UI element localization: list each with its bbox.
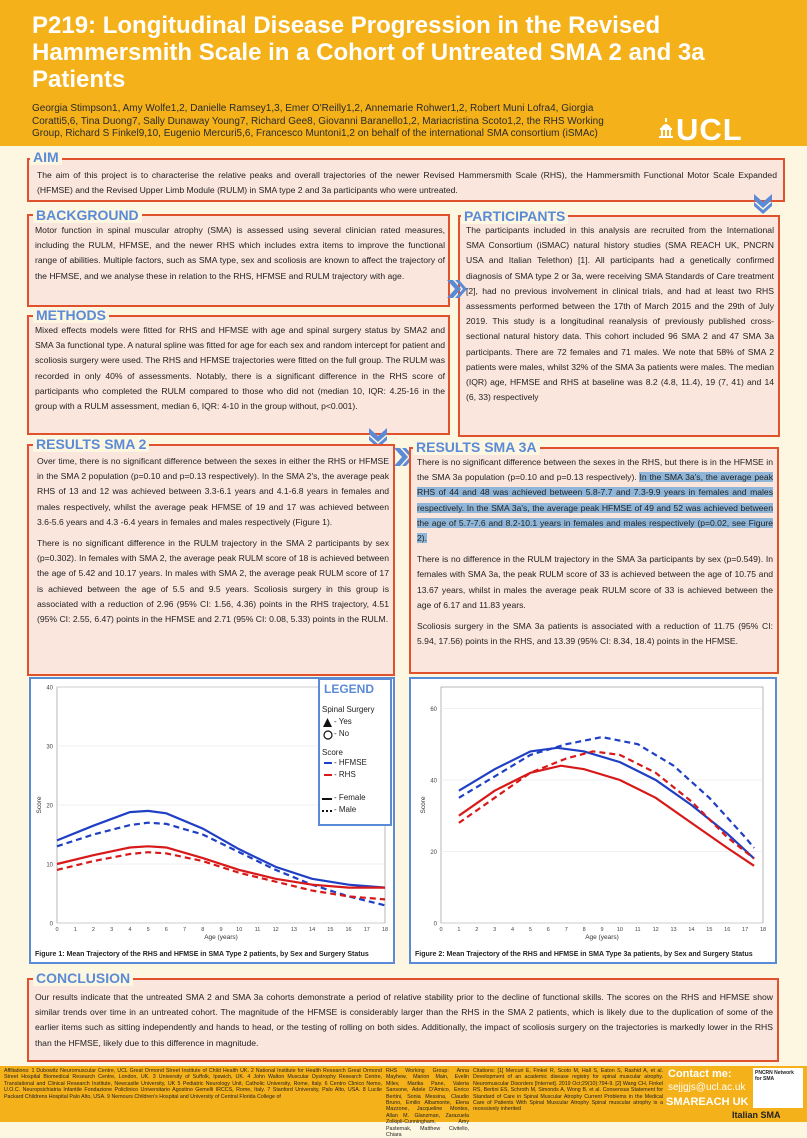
x-tick-label: 13	[290, 927, 297, 933]
header-banner	[0, 0, 807, 146]
results-sma3a-p2: There is no difference in the RULM trajectory in the SMA 3a participants by sex (p=0.549). In females with SMA 3a, the peak RULM score of 33 is achieved between the age of 10.75 and 13.67 years, whilst in males the average peak RULM score of 33 is achieved between the age of 6.17 and 11.83 years.	[417, 554, 773, 610]
figure2-chart	[411, 679, 775, 945]
methods-heading: METHODS	[33, 308, 109, 323]
participants-heading: PARTICIPANTS	[461, 209, 568, 224]
y-axis-label: Score	[36, 796, 43, 814]
aim-heading: AIM	[30, 150, 62, 165]
y-tick-label: 60	[430, 706, 437, 713]
italian-sma-logo: Italian SMA	[732, 1110, 781, 1120]
x-tick-label: 3	[110, 927, 114, 933]
background-text: Motor function in spinal muscular atrophy (SMA) is assessed using several clinician rated measures, including the RULM, HFMSE, and the newer RHS which includes extra items to improve the functional range of abilities. Multiple factors, such as SMA type, sex and scoliosis are known to affect the trajectory of the HFMSE, and we analyse these in relation to the RHS, HFMSE and RULM trajectory with age.	[35, 225, 445, 281]
x-tick-label: 12	[652, 927, 659, 933]
x-tick-label: 10	[616, 927, 623, 933]
y-tick-label: 10	[46, 862, 53, 869]
results-sma2-p1: Over time, there is no significant difference between the sexes in either the RHS or HFMSE in the SMA 2 population (p=0.10 and p=0.13 respectively). In the SMA 2's, the average peak RHS of 13 and 12 was achieved between 3.3-6.1 years and 4.1-6.8 years in females and males respectively, whilst the average peak HFMSE of 19 and 17 was achieved between 3.6-5.6 years and 4.3 -6.4 years in females and males respectively (Figure 1).	[37, 456, 389, 527]
x-tick-label: 2	[475, 927, 479, 933]
x-tick-label: 11	[254, 927, 261, 933]
background-heading: BACKGROUND	[33, 208, 142, 223]
results-sma2-p2: There is no significant difference in the RULM trajectory in the SMA 2 participants by sex (p=0.302). In females with SMA 2, the average peak RULM score of 18 is achieved between the age of 5.42 and 10.17 years. In males with SMA 2, the average peak RULM score of 17 is achieved between the age of 5.5 and 9.5 years. Scoliosis surgery in this group is associated with a reduction of 2.96 (95% CI: 1.56, 4.36) points in the RHS trajectory, 4.51 (95% CI: 2.55, 6.47) points in the HFMSE and 2.71 (95% CI: 0.08, 5.33) points in the RULM.	[37, 538, 389, 625]
x-tick-label: 17	[363, 927, 370, 933]
conclusion-text: Our results indicate that the untreated SMA 2 and SMA 3a cohorts demonstrate a period of relative stability prior to the decline of functional skills. The scores on the RHS and HFMSE show similar trends over time in an untreated cohort. The magnitude of the HFMSE is considerably larger than the RHS in the SMA 2 patients, which is likely due to the duplication of some of the earlier items such as sitting independently and hands to head, or the testing of rolling on both sides. Additionally, the impact of scoliosis surgery on the trajectories is markedly lower in the RHS than the HFMSE, likely due to this difference in magnitude.	[35, 992, 773, 1048]
y-tick-label: 30	[46, 744, 53, 751]
aim-text: The aim of this project is to characterise the relative peaks and overall trajectories of the newer Revised Hammersmith Scale (RHS), the Hammersmith Functional Motor Scale Expanded (HFMSE) and the Revised Upper Limb Module (RULM) in SMA type 2 and 3a participants who were untreated.	[37, 170, 777, 196]
footer-affiliations: Affiliations: 1 Dubowitz Neuromuscular Centre, UCL Great Ormond Street Institute of Child Health UK. 2 National Institute for Health Research Great Ormond Street Hospital Biomedical Research Centre, London, UK. 3 University of Suffolk, Ipswich, UK. 4 John Walton Muscular Dystrophy Research Centre, Translational and Clinical Research Institute, Newcastle University, UK 5 Pediatric Neurology Unit, Catholic University, Rome, Italy. 6 Centro Clinico Nemo, U.O.C. Neuropsichiatria Infantile Fondazione Policlinico Universitario Agostino Gemelli IRCCS, Rome, Italy. 7 Stanford University, Palo Alto, USA. 8 Lucile Packard Childrens Hospital Palo Alto, USA. 9 Nemours Children's Hospital and University of Central Florida College of	[4, 1068, 382, 1100]
x-tick-label: 14	[688, 927, 695, 933]
x-tick-label: 6	[546, 927, 550, 933]
legend-yes: - Yes	[334, 717, 352, 726]
contact-label: Contact me:	[668, 1068, 732, 1080]
x-tick-label: 8	[582, 927, 586, 933]
methods-text: Mixed effects models were fitted for RHS and HFMSE with age and spinal surgery status by SMA2 and SMA 3a functional type. A natural spline was fitted for age for each sex and random intercept for patient and scoliosis surgery were used. The RHS and HFMSE trajectories were fitted on the full group. The RULM was recorded in only 40% of assessments. Notably, there is a significant difference in the RHS score of participants who completed the RULM compared to those who did not (median 10, IQR: 4.25-16 in the group with a RULM assessment, median 6, IQR: 4-10 in the group without, p<0.001).	[35, 325, 445, 412]
x-tick-label: 7	[183, 927, 187, 933]
hfmse-swatch	[324, 762, 332, 765]
x-tick-label: 15	[327, 927, 334, 933]
legend-no: - No	[334, 729, 350, 738]
x-tick-label: 4	[128, 927, 132, 933]
y-tick-label: 40	[46, 685, 53, 692]
x-tick-label: 16	[345, 927, 352, 933]
results-sma2-box	[27, 444, 395, 676]
x-tick-label: 14	[309, 927, 316, 933]
rhs-swatch	[324, 774, 332, 777]
results-sma3a-heading: RESULTS SMA 3A	[413, 440, 540, 455]
legend-surgery-label: Spinal Surgery	[322, 705, 375, 714]
legend-box	[318, 678, 392, 826]
x-tick-label: 0	[439, 927, 443, 933]
results-sma3a-p3: Scoliosis surgery in the SMA 3a patients is associated with a reduction of 11.75 (95% CI: 5.94, 17.56) points in the RHS, and 13.39 (95% CI: 8.34, 18.4) points in the HFMSE.	[417, 621, 773, 647]
y-tick-label: 20	[46, 803, 53, 810]
x-tick-label: 12	[272, 927, 279, 933]
circle-icon	[323, 730, 333, 740]
x-tick-label: 1	[73, 927, 77, 933]
triangle-icon	[323, 718, 332, 727]
ucl-logo: UCL	[676, 112, 743, 147]
x-tick-label: 0	[55, 927, 59, 933]
y-axis-label: Score	[420, 796, 427, 814]
results-sma2-heading: RESULTS SMA 2	[33, 437, 149, 452]
x-axis-label: Age (years)	[585, 934, 619, 941]
participants-text: The participants included in this analysis are recruited from the International SMA Consortium (iSMAC) natural history studies (SMA REACH UK, PNCRN USA and Italian Telethon) [1]. All participants had a genetically confirmed diagnosis of SMA type 2 or 3a, were receiving SMA Standards of Care treatment [2], had no previous involvement in clinical trials, and had at least two RHS assessments performed between the 17th of March 2015 and the 29th of July 2019. This study is a longitudinal reanalysis of previously published cross-sectional natural history data. This cohort included 96 SMA 2 and 47 SMA 3a participants. There are 72 females and 71 males. We note that 58% of SMA 2 patients were males, whilst 32% of the SMA 3a patients were males. The median (IQR) age, HFMSE and RHS at baseline was 8.2 (4.8, 11.4), 19 (7, 41) and 14 (6, 33) respectively	[466, 225, 774, 403]
x-tick-label: 17	[742, 927, 749, 933]
footer-citations: Citations: [1] Mercuri E, Finkel R, Scoto M, Hall S, Eaton S, Rashid A, et al. Development of an academic disease registry for spinal muscular atrophy. Neuromuscular Disorders [Internet]. 2019 Oct;29(10):794-9. [2] Wang CH, Finkel RS, Bertini ES, Schroth M, Simonds A, Wong B, et al. Consensus Statement for Standard of Care in Spinal Muscular Atrophy Current Problems in the Medical Care of Patients With Spinal Muscular Atrophy Spinal muscular atrophy is a recessively inherited	[473, 1068, 663, 1113]
results-sma2-text	[37, 454, 389, 633]
legend-title: LEGEND	[324, 682, 375, 696]
x-tick-label: 18	[381, 927, 389, 933]
figure1-caption: Figure 1: Mean Trajectory of the RHS and HFMSE in SMA Type 2 patients, by Sex and Surgery Status	[35, 951, 369, 958]
results-sma3a-box	[409, 447, 779, 674]
figure2-caption: Figure 2: Mean Trajectory of the RHS and HFMSE in SMA Type 3a patients, by Sex and Surgery Status	[415, 951, 753, 958]
results-sma3a-highlight: In the SMA 3a's, the average peak RHS of 44 and 48 was achieved between 5.8-7.7 and 7.3-9.9 years in females and males respectively. In the SMA 3a's, the average peak HFMSE of 49 and 52 was achieved between the age of 5.7-7.6 and 8.2-10.1 years in females and males respectively (p=0.02, see Figure 2).	[417, 472, 773, 544]
x-tick-label: 2	[91, 927, 95, 933]
x-tick-label: 11	[634, 927, 641, 933]
x-tick-label: 6	[164, 927, 168, 933]
x-axis-label: Age (years)	[204, 934, 238, 941]
footer-working-group: RHS Working Group: Anna Mayhew, Marion Main, Evelin Milev, Marika Pane, Valeria Sansone, Adele D'Amico, Enrico Bertini, Sonia Messina, Claudio Bruno, Emilio Albamonte, Elena Mazzone, Jacqueline Montes, Allan M. Glanzman, Zarazuela Zolkipli-Cunningham, Amy Pasternak, Matthew Civitello, Chiara	[386, 1068, 469, 1138]
legend-rhs: - RHS	[334, 770, 356, 779]
background-box	[27, 214, 450, 307]
aim-box	[27, 158, 785, 202]
author-list: Georgia Stimpson1, Amy Wolfe1,2, Danielle Ramsey1,3, Emer O'Reilly1,2, Annemarie Rohwer1,2, Robert Muni Lofra4, Giorgia Coratti5,6, Tina Duong7, Sally Dunaway Young7, Richard Gee8, Giovanni Baranello1,2, Mariacristina Scoto1,2, the RHS Working Group, Richard S Finkel9,10, Eugenio Mercuri5,6, Francesco Muntoni1,2 on behalf of the international SMA consortium (iSMAc)	[32, 103, 604, 139]
x-tick-label: 5	[528, 927, 532, 933]
male-dash-swatch	[322, 810, 332, 813]
contact-email[interactable]: sejjgjs@ucl.ac.uk	[668, 1082, 746, 1093]
legend-male: - Male	[334, 805, 357, 814]
x-tick-label: 16	[724, 927, 731, 933]
x-tick-label: 8	[201, 927, 205, 933]
x-tick-label: 10	[236, 927, 243, 933]
legend-score-label: Score	[322, 748, 343, 757]
ucl-dome-icon	[658, 118, 674, 138]
x-tick-label: 4	[511, 927, 515, 933]
results-sma3a-p1	[417, 455, 773, 546]
figure2-box	[409, 677, 777, 964]
x-tick-label: 9	[600, 927, 604, 933]
x-tick-label: 9	[219, 927, 223, 933]
conclusion-heading: CONCLUSION	[33, 971, 133, 986]
x-tick-label: 15	[706, 927, 713, 933]
pncrn-logo-text: PNCRN Network for SMA	[755, 1070, 794, 1082]
x-tick-label: 7	[564, 927, 568, 933]
results-sma3a-text	[417, 455, 773, 655]
participants-box	[458, 215, 780, 437]
x-tick-label: 3	[493, 927, 497, 933]
y-tick-label: 40	[430, 778, 437, 785]
poster-title: P219: Longitudinal Disease Progression in the Revised Hammersmith Scale in a Cohort of Untreated SMA 2 and 3a Patients	[32, 12, 705, 93]
results-sma3a-p1a: There is no significant difference between the sexes in the RHS, but there is in the HFMSE in the SMA 3a population (p=0.10 and p=0.13 respectively).	[417, 457, 773, 483]
y-tick-label: 0	[49, 921, 53, 928]
legend-hfmse: - HFMSE	[334, 758, 367, 767]
conclusion-box	[27, 978, 779, 1062]
y-tick-label: 0	[433, 921, 437, 928]
legend-female: - Female	[334, 793, 366, 802]
pncrn-logo	[753, 1068, 803, 1108]
footer	[0, 1066, 807, 1138]
smareach-logo: SMAREACH UK	[666, 1096, 749, 1108]
x-tick-label: 13	[670, 927, 677, 933]
female-line-swatch	[322, 798, 332, 801]
y-tick-label: 20	[430, 849, 437, 856]
chevron-right-icon	[445, 278, 467, 300]
chevron-down-icon	[752, 192, 774, 214]
x-tick-label: 1	[457, 927, 461, 933]
x-tick-label: 18	[759, 927, 767, 933]
x-tick-label: 5	[146, 927, 150, 933]
methods-box	[27, 315, 450, 435]
